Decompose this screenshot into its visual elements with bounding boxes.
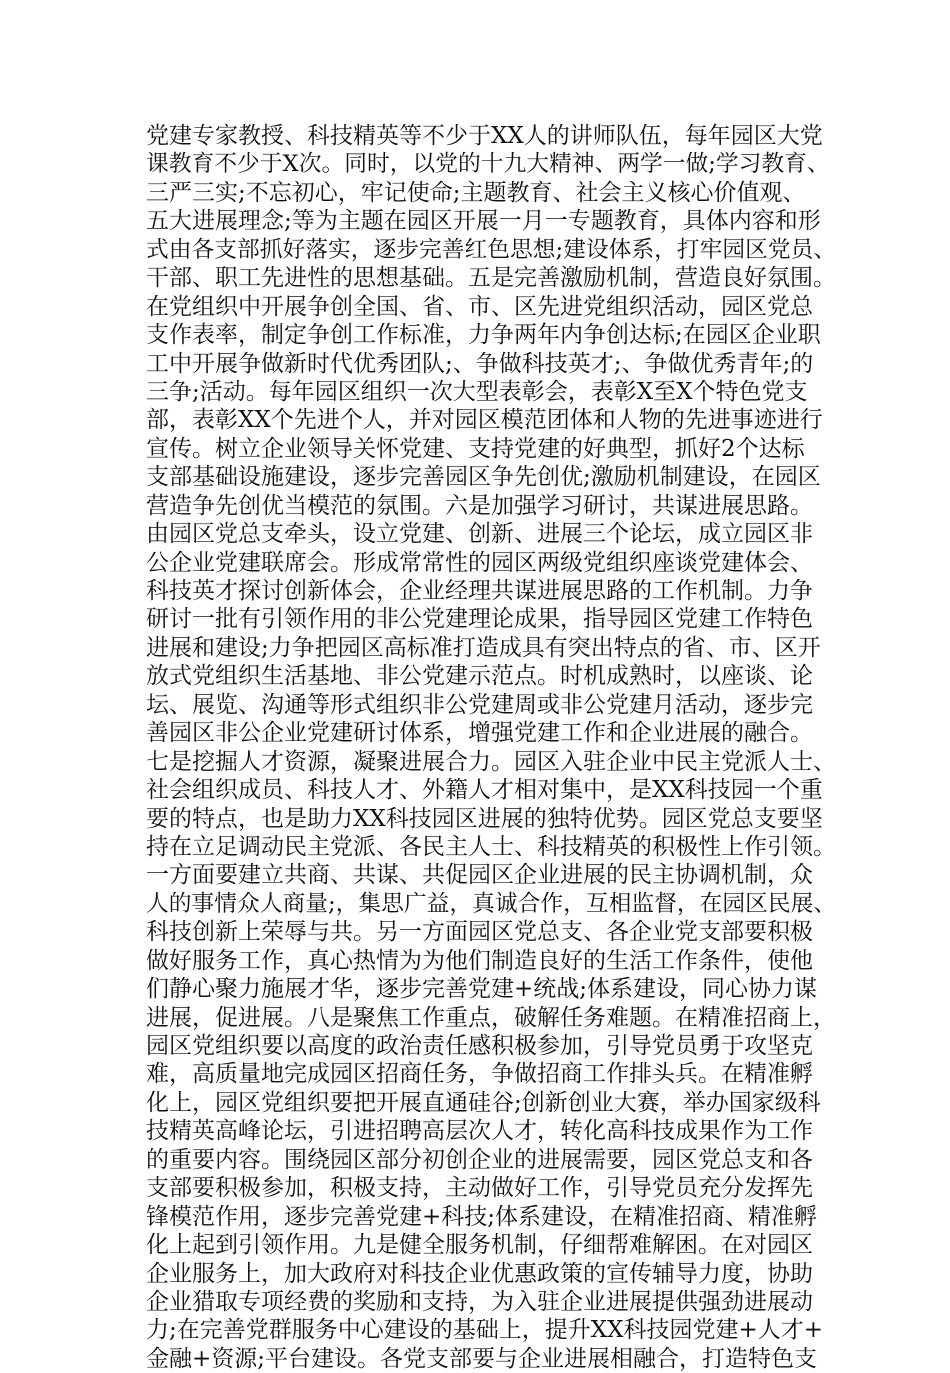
text-line: 锋模范作用，逐步完善党建+科技;体系建设，在精准招商、精准孵 [146, 1203, 818, 1230]
text-line: 支作表率，制定争创工作标准，力争两年内争创达标;在园区企业职 [146, 322, 821, 349]
text-line: 研讨一批有引领作用的非公党建理论成果，指导园区党建工作特色 [146, 606, 813, 633]
text-line: 难，高质量地完成园区招商任务，争做招商工作排头兵。在精准孵 [146, 1061, 813, 1088]
text-line: 科技创新上荣辱与共。另一方面园区党总支、各企业党支部要积极 [146, 919, 813, 946]
text-line: 技精英高峰论坛，引进招聘高层次人才，转化高科技成果作为工作 [146, 1118, 813, 1145]
text-line: 三严三实;不忘初心，牢记使命;主题教育、社会主义核心价值观、 [146, 179, 806, 206]
text-line: 们静心聚力施展才华，逐步完善党建+统战;体系建设，同心协力谋 [146, 976, 818, 1003]
text-line: 进展和建设;力争把园区高标准打造成具有突出特点的省、市、区开 [146, 634, 821, 661]
text-line: 社会组织成员、科技人才、外籍人才相对集中，是XX科技园一个重 [146, 777, 823, 804]
body-text [146, 122, 836, 1373]
text-line: 支部基础设施建设，逐步完善园区争先创优;激励机制建设，在园区 [146, 464, 821, 491]
text-line: 持在立足调动民主党派、各民主人士、科技精英的积极性上作引领。 [146, 833, 836, 860]
text-line: 的重要内容。围绕园区部分初创企业的进展需要，园区党总支和各 [146, 1146, 813, 1173]
text-line: 善园区非公企业党建研讨体系，增强党建工作和企业进展的融合。 [146, 720, 813, 747]
text-line: 部，表彰XX个先进个人，并对园区模范团体和人物的先进事迹进行 [146, 407, 823, 434]
text-line: 做好服务工作，真心热情为为他们制造良好的生活工作条件，使他 [146, 947, 813, 974]
text-line: 放式党组织生活基地、非公党建示范点。时机成熟时，以座谈、论 [146, 663, 813, 690]
text-line: 式由各支部抓好落实，逐步完善红色思想;建设体系，打牢园区党员、 [146, 236, 837, 263]
text-line: 企业猎取专项经费的奖励和支持，为入驻企业进展提供强劲进展动 [146, 1288, 813, 1315]
text-line: 由园区党总支牵头，设立党建、创新、进展三个论坛，成立园区非 [146, 521, 813, 548]
text-line: 坛、展览、沟通等形式组织非公党建周或非公党建月活动，逐步完 [146, 691, 813, 718]
text-line: 宣传。树立企业领导关怀党建、支持党建的好典型，抓好2个达标 [146, 435, 805, 462]
text-line: 营造争先创优当模范的氛围。六是加强学习研讨，共谋进展思路。 [146, 492, 813, 519]
text-line: 科技英才探讨创新体会，企业经理共谋进展思路的工作机制。力争 [146, 578, 813, 604]
text-line: 企业服务上，加大政府对科技企业优惠政策的宣传辅导力度，协助 [146, 1260, 813, 1287]
text-line: 三争;活动。每年园区组织一次大型表彰会，表彰X至X个特色党支 [146, 378, 808, 405]
text-line: 工中开展争做新时代优秀团队;、争做科技英才;、争做优秀青年;的 [146, 350, 814, 377]
text-line: 化上起到引领作用。九是健全服务机制，仔细帮难解困。在对园区 [146, 1232, 813, 1259]
text-line: 公企业党建联席会。形成常常性的园区两级党组织座谈党建体会、 [146, 549, 813, 576]
text-line: 五大进展理念;等为主题在园区开展一月一专题教育，具体内容和形 [146, 208, 821, 235]
text-line: 在党组织中开展争创全国、省、市、区先进党组织活动，园区党总 [146, 293, 813, 320]
text-line: 一方面要建立共商、共谋、共促园区企业进展的民主协调机制，众 [146, 862, 813, 889]
text-line: 支部要积极参加，积极支持，主动做好工作，引导党员充分发挥先 [146, 1175, 813, 1202]
text-line: 课教育不少于X次。同时，以党的十九大精神、两学一做;学习教育、 [146, 151, 830, 178]
text-line: 金融+资源;平台建设。各党支部要与企业进展相融合，打造特色支 [146, 1345, 818, 1372]
text-line: 人的事情众人商量;，集思广益，真诚合作，互相监督，在园区民展、 [146, 890, 837, 917]
text-line: 进展，促进展。八是聚焦工作重点，破解任务难题。在精准招商上， [146, 1004, 836, 1031]
text-line: 要的特点，也是助力XX科技园区进展的独特优势。园区党总支要坚 [146, 805, 823, 832]
text-line: 园区党组织要以高度的政治责任感积极参加，引导党员勇于攻坚克 [146, 1033, 813, 1059]
text-line: 党建专家教授、科技精英等不少于XX人的讲师队伍，每年园区大党 [146, 123, 823, 149]
text-line: 力;在完善党群服务中心建设的基础上，提升XX科技园党建+人才+ [146, 1317, 824, 1344]
text-line: 干部、职工先进性的思想基础。五是完善激励机制，营造良好氛围。 [146, 265, 836, 292]
text-line: 七是挖掘人才资源，凝聚进展合力。园区入驻企业中民主党派人士、 [146, 748, 836, 775]
text-line: 化上，园区党组织要把开展直通硅谷;创新创业大赛，举办国家级科 [146, 1089, 821, 1116]
